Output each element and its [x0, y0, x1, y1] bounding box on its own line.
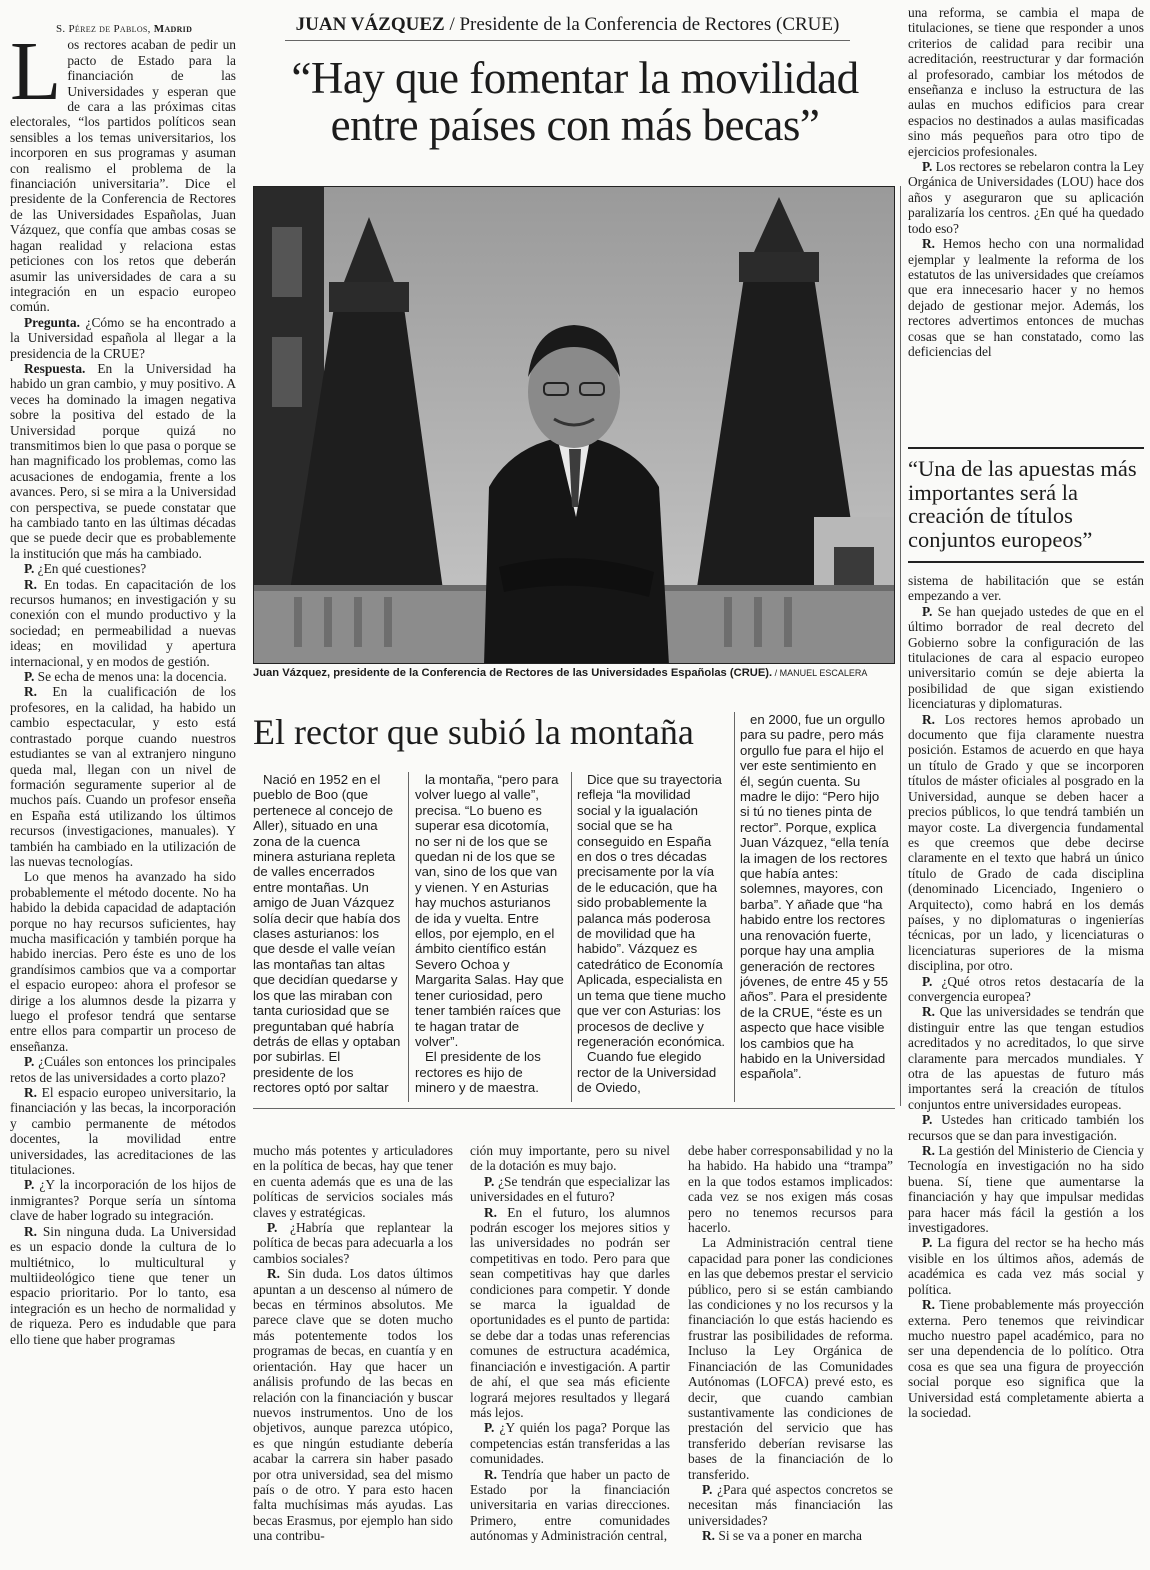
byline-author: S. Pérez de Pablos, [56, 23, 151, 35]
photo-caption: Juan Vázquez, presidente de la Conferencia de Rectores de las Universidades Españolas (CRUE). / MANUEL ESCALERA [253, 667, 868, 679]
interviewee-role: / Presidente de la Conferencia de Rectores (CRUE) [444, 14, 840, 35]
profile-bottom-rule [253, 1108, 895, 1109]
question-2: P. ¿En qué cuestiones? [24, 561, 147, 577]
headline-line-1: “Hay que fomentar la movilidad [291, 53, 859, 103]
answer-rector: R. Tiene probablemente más proyección externa. Pero tenemos que reivindicar mucho nuestro papel académico, para no ser una dependencia de lo político. Otra cosa es que sea una figura de proyección social porque eso significa que la Universidad está completamente abierta a la sociedad. [908, 1297, 1144, 1420]
answer-paga: R. Tendría que haber un pacto de Estado por la financiación universitaria en varias direcciones. Primero, entre comunidades autónomas y Administración central, [470, 1466, 670, 1544]
headline [255, 55, 895, 149]
bottom-column-1: mucho más potentes y articuladores en la política de becas, hay que tener en cuenta además que es una de las políticas de servicios sociales más claves y estratégicas. P. ¿Habría que replantear la política de becas para adecuarla a los cambios sociales? R. Sin duda. Los datos últimos apuntan a un descenso al número de becas en términos absolutos. Me parece clave que se doten mucho más potentemente todos los programas de becas, en cuantía y en orientación. Hay que hacer un análisis profundo de las becas en relación con la financiación y buscar nuevos instrumentos. Uno de los objetivos, aunque parezca utópico, es que ningún estudiante debería acabar la carrera sin haber pasado por otra universidad, sea del mismo país o de otro. Y para esto hacen falta muchísimas más ayudas. Las becas Erasmus, por ejemplo han sido una contribu- [253, 1143, 453, 1544]
profile-divider-1 [408, 772, 409, 1102]
question-becas: P. ¿Habría que replantear la política de becas para adecuarla a los cambios sociales? [253, 1220, 453, 1266]
portrait-photo [253, 186, 895, 664]
question-decreto: P. Se han quejado ustedes de que en el último borrador de real decreto del Gobierno sobre la configuración de las titulaciones de cara al espacio europeo universitario común se deje abierta la posibilidad de que sigan existiendo licenciaturas y diplomaturas. [908, 603, 1144, 712]
profile-column-4: en 2000, fue un orgullo para su padre, pero más orgullo fue para el hijo el ver este sentimiento en él, según cuenta. Su madre le dijo: “Pero hijo si tú no tienes pinta de rector”. Porque, explica Juan Vázquez, “ella tenía la imagen de los rectores que había antes: solemnes, mayores, con barba”. Y añade que “ha habido entre los rectores una renovación fuerte, porque hay una amplia generación de rectores jóvenes, de entre 45 y 55 años”. Para el presidente de la CRUE, “éste es un aspecto que hace visible los cambios que ha habido en la Universidad española”. [740, 712, 889, 1082]
question-5: P. ¿Y la incorporación de los hijos de inmigrantes? Porque sería un síntoma clave de haber logrado su integración. [10, 1177, 236, 1224]
profile-column-1: Nació en 1952 en el pueblo de Boo (que pertenece al concejo de Aller), situado en una zona de la cuenca minera asturiana repleta de valles encerrados entre montañas. Un amigo de Juan Vázquez solía decir que había dos clases asturianos: los que desde el valle veían las montañas tan altas que decidían quedarse y los que las miraban con tanta curiosidad que se preguntaban qué habría detrás de ellas y optaban por subirlas. El presidente de los rectores optó por saltar [253, 772, 401, 1096]
paragraph-metodo: Lo que menos ha avanzado ha sido probablemente el método docente. No ha habido la debida capacidad de adaptación porque no hay recursos suficientes, hay mucha masificación y también porque ha habido inercias. Pero éste es uno de los grandísimos cambios que va a comportar el espacio europeo: ahora el profesor se dirige a los alumnos desde la pizarra y luego el profesor tendrá que sentarse entre ellos para compartir un proceso de enseñanza. [10, 869, 236, 1054]
answer-1: Respuesta. En la Universidad ha habido un gran cambio, y muy positivo. A veces ha dominado la imagen negativa sobre la positiva del estado de la Universidad porque quizá no transmitimos bien lo que pasa o porque se han magnificado los problemas, como las acusaciones de endogamia, frente a los avances. Pero, si se mira a la Universidad con perspectiva, se puede constatar que ha cambiado tanto en las últimas décadas que se puede decir que es probablemente la institución que más ha cambiado. [10, 360, 236, 561]
question-4: P. ¿Cuáles son entonces los principales retos de las universidades a corto plazo? [10, 1054, 236, 1085]
question-lou: P. Los rectores se rebelaron contra la Ley Orgánica de Universidades (LOU) hace dos años y aseguraron que su aplicación paralizaría los centros. ¿En qué ha quedado todo eso? [908, 159, 1144, 236]
photo-illustration [254, 187, 895, 664]
question-1: Pregunta. ¿Cómo se ha encontrado a la Universidad española al llegar a la presidencia de la CRUE? [10, 314, 236, 361]
byline [56, 22, 236, 37]
answer-5: R. Sin ninguna duda. La Universidad es un espacio donde la cultura de lo multiétnico, lo multicultural y multiideológico tiene que tener un espacio prioritario. Por lo tanto, esa integración es un hecho de normalidad y de riqueza. Pero es indudable que para ello tiene que haber programas [10, 1223, 236, 1347]
right-column-divider [900, 186, 901, 1106]
interviewee-name: JUAN VÁZQUEZ [295, 14, 445, 35]
section-header [285, 14, 850, 36]
pull-quote: “Una de las apuestas más importantes será la creación de títulos conjuntos europeos” [908, 447, 1144, 563]
profile-column-3: Dice que su trayectoria refleja “la movilidad social y la igualación social que se ha conseguido en España en dos o tres décadas precisamente por la vía de le educación, que ha sido probablemente la palanca más poderosa de movilidad que ha habido”. Vázquez es catedrático de Economía Aplicada, especialista en un tema que tiene mucho que ver con Asturias: los procesos de declive y regeneración económica. Cuando fue elegido rector de la Universidad de Oviedo, [577, 772, 726, 1096]
answer-aspectos: R. Si se va a poner en marcha [702, 1528, 862, 1544]
profile-divider-2 [571, 772, 572, 1102]
answer-2: R. En todas. En capacitación de los recursos humanos; en investigación y su conexión con el mundo productivo y la sociedad; en permeabilidad a nuevas ideas; en movilidad y apertura internacional, y en modos de gestión. [10, 576, 236, 669]
header-rule [285, 40, 850, 41]
question-paga: P. ¿Y quién los paga? Porque las competencias están transferidas a las comunidades. [470, 1420, 670, 1467]
question-retos: P. ¿Qué otros retos destacaría de la convergencia europea? [908, 973, 1144, 1004]
answer-3: R. En la cualificación de los profesores, en la calidad, ha habido un cambio espectacular, y esto está contrastado porque cuando nuestros estudiantes se van al extranjero ninguno queda mal, llegan con un nivel de formación seguramente superior al de muchos país. Cuando un profesor enseña en España está utilizando los últimos recursos (investigaciones, manuales). Y también ha cambiado en la utilización de las nuevas tecnologías. [10, 684, 236, 869]
photo-credit: / MANUEL ESCALERA [772, 668, 868, 678]
bottom-column-2: ción muy importante, pero su nivel de la dotación es muy bajo. P. ¿Se tendrán que especializar las universidades en el futuro? R. En el futuro, los alumnos podrán escoger los mejores sitios y las universidades no podrán ser competitivas en todo. Pero para que sean competitivas hay que darles condiciones para competir. Y donde se marca la igualdad de oportunidades es el punto de partida: se debe dar a todas unas referencias comunes de estructura académica, financiación e investigación. A partir de ahí, el que sea más eficiente logrará mejores resultados y llegará más lejos. P. ¿Y quién los paga? Porque las competencias están transferidas a las comunidades. R. Tendría que haber un pacto de Estado por la financiación universitaria en varias direcciones. Primero, entre comunidades autónomas y Administración central, [470, 1143, 670, 1544]
headline-line-2: entre países con más becas” [330, 100, 820, 150]
question-aspectos: P. ¿Para qué aspectos concretos se necesitan más financiación las universidades? [688, 1481, 893, 1528]
question-rector: P. La figura del rector se ha hecho más visible en los últimos años, además de académica es cada vez más social y política. [908, 1235, 1144, 1297]
profile-title: El rector que subió la montaña [253, 712, 694, 752]
answer-retos: R. Que las universidades se tendrán que distinguir entre las que tengan estudios acreditados y no acreditados, lo que sirve claramente para mercados mundiales. Y otra de las apuestas de futuro más importantes será la creación de títulos conjuntos entre universidades europeas. [908, 1004, 1144, 1112]
answer-lou: R. Hemos hecho con una normalidad ejemplar y lealmente la reforma de los estatutos de las universidades que creíamos que era innecesario hacer y no hemos dejado de gestionar mejor. Además, los rectores advertimos entonces de muchas cosas que se han constatado, como las deficiencias del [908, 236, 1144, 359]
column-left [10, 22, 236, 1567]
profile-column-2: la montaña, “pero para volver luego al valle”, precisa. “Lo bueno es superar esa dicotomía, no ser ni de los que se quedan ni de los que se van, sino de los que van y vienen. Y en Asturias hay muchos asturianos de ida y vuelta. Entre ellos, por ejemplo, en el ámbito científico están Severo Ochoa y Margarita Salas. Hay que tener curiosidad, pero tener también raíces que te hagan tratar de volver”. El presidente de los rectores es hijo de minero y de maestra. [415, 772, 564, 1096]
answer-becas: R. Sin duda. Los datos últimos apuntan a un descenso al número de becas en términos absolutos. Me parece clave que se doten mucho más potentemente todos los programas de becas, en cuantía y en orientación. Hay que hacer un análisis profundo de las becas en relación con la financiación y buscar nuevos instrumentos. Uno de los objetivos, aunque parezca utópico, es que ningún estudiante debería acabar la carrera sin haber pasado por otra universidad, sea del mismo país o de otro. Y para esto hacen falta muchísimas más ayudas. Las becas Erasmus, por ejemplo han sido una contribu- [253, 1266, 453, 1544]
question-especializar: P. ¿Se tendrán que especializar las universidades en el futuro? [470, 1173, 670, 1205]
question-investigacion: P. Ustedes han criticado también los recursos que se dan para investigación. [908, 1112, 1144, 1143]
column-right-top: una reforma, se cambia el mapa de titulaciones, se tiene que responder a unos criterios de calidad para recibir una acreditación, reestructurar y dar formación al profesorado, cambiar los métodos de enseñanza e incluso la estructura de las aulas en muchos edificios para crear espacios no destinados a aulas masificadas sino más pequeños para otro tipo de ejercicios profesionales. P. Los rectores se rebelaron contra la Ley Orgánica de Universidades (LOU) hace dos años y aseguraron que su aplicación paralizaría los centros. ¿En qué ha quedado todo eso? R. Hemos hecho con una normalidad ejemplar y lealmente la reforma de los estatutos de las universidades que creíamos que era innecesario hacer y no hemos dejado de gestionar mejor. Además, los rectores advertimos entonces de muchas cosas que se han constatado, como las deficiencias del [908, 5, 1144, 359]
question-3: P. Se echa de menos una: la docencia. [24, 669, 227, 685]
answer-investigacion: R. La gestión del Ministerio de Ciencia y Tecnología en investigación no ha sido buena. Sí, tiene que aumentarse la financiación y hay que impulsar medidas para hacer más fácil la gestión a los investigadores. [908, 1143, 1144, 1236]
answer-decreto: R. Los rectores hemos aprobado un documento que fija claramente nuestra posición. Estamos de acuerdo en que haya un título de Grado y que se incorporen títulos de máster oficiales al posgrado en la Universidad, aunque se deben hacer a precios públicos, lo que tendrá también un mayor coste. La divergencia fundamental es que creemos que debe decirse claramente en el texto que habrá un único título de Grado de cada disciplina (denominado Licenciado, Ingeniero o Arquitecto), como habrá en los demás países, y no diplomaturas o ingenierías técnicas, por un lado, y licenciaturas o licenciaturas superiores de la misma disciplina, por otro. [908, 711, 1144, 974]
bottom-column-3: debe haber corresponsabilidad y no la ha habido. Ha habido una “trampa” en la que todos estamos implicados: cada vez se nos exigen más cosas pero no tenemos recursos para hacerlo. La Administración central tiene capacidad para poner las condiciones en las que debemos prestar el servicio público, pero si se están cambiando las condiciones y no los recursos y la financiación lo que estás haciendo es frustrar las posibilidades de reforma. Incluso la Ley Orgánica de Financiación de las Comunidades Autónomas (LOFCA) prevé esto, es decir, que cuando cambian sustantivamente las condiciones de prestación del servicio que has transferido deberían revisarse las bases de la financiación de lo transferido. P. ¿Para qué aspectos concretos se necesitan más financiación las universidades? R. Si se va a poner en marcha [688, 1143, 893, 1544]
drop-cap: L [10, 25, 62, 119]
profile-divider-3 [734, 712, 735, 1102]
byline-city: Madrid [153, 23, 193, 35]
column-right-bottom: sistema de habilitación que se están empezando a ver. P. Se han quejado ustedes de que en el último borrador de real decreto del Gobierno sobre la configuración de las titulaciones de cara al espacio europeo universitario común se deje abierta la posibilidad de que sigan existiendo licenciaturas y diplomaturas. R. Los rectores hemos aprobado un documento que fija claramente nuestra posición. Estamos de acuerdo en que haya un título de Grado y que se incorporen títulos de máster oficiales al posgrado en la Universidad, aunque se deben hacer a precios públicos, lo que tendrá también un mayor coste. La divergencia fundamental es que creemos que debe decirse claramente en el texto que habrá un único título de Grado de cada disciplina (denominado Licenciado, Ingeniero o Arquitecto), como habrá en los demás países, y no diplomaturas o ingenierías técnicas, por un lado, y licenciaturas o licenciaturas superiores de la misma disciplina, por otro. P. ¿Qué otros retos destacaría de la convergencia europea? R. Que las universidades se tendrán que distinguir entre las que tengan estudios acreditados y no acreditados, lo que sirve claramente para mercados mundiales. Y otra de las apuestas de futuro más importantes será la creación de títulos conjuntos entre universidades europeas. P. Ustedes han criticado también los recursos que se dan para investigación. R. La gestión del Ministerio de Ciencia y Tecnología en investigación no ha sido buena. Sí, tiene que aumentarse la financiación y hay que impulsar medidas para hacer más fácil la gestión a los investigadores. P. La figura del rector se ha hecho más visible en los últimos años, además de académica es cada vez más social y política. R. Tiene probablemente más proyección externa. Pero tenemos que reivindicar mucho nuestro papel académico, para no ser una dependencia de lo político. Otra cosa es que sea una figura de proyección social porque eso significa que la Universidad está completamente abierta a la sociedad. [908, 573, 1144, 1420]
answer-especializar: R. En el futuro, los alumnos podrán escoger los mejores sitios y las universidades no podrán ser competitivas en todo. Pero para que sean competitivas hay que darles condiciones para competir. Y donde se marca la igualdad de oportunidades es el punto de partida: se debe dar a todas unas referencias comunes de estructura académica, financiación e investigación. A partir de ahí, el que sea más eficiente logrará mejores resultados y llegará más lejos. [470, 1204, 670, 1420]
answer-4: R. El espacio europeo universitario, la financiación y las becas, la incorporación y cambio permanente de métodos docentes, la movilidad entre universidades, las acreditaciones de las titulaciones. [10, 1085, 236, 1178]
intro-paragraph: Los rectores acaban de pedir un pacto de Estado para la financiación de las Universidades y esperan que de cara a las próximas citas electorales, “los partidos políticos sean sensibles a los temas universitarios, los incorporen en sus programas y asuman con realismo el problema de la financiación universitaria”. Dice el presidente de la Conferencia de Rectores de las Universidades Españolas, Juan Vázquez, que confía que ambas cosas se hagan realidad y relaciona estas peticiones con los retos que deberán asumir las universidades de cara a su integración en un espacio europeo común. [10, 25, 236, 315]
